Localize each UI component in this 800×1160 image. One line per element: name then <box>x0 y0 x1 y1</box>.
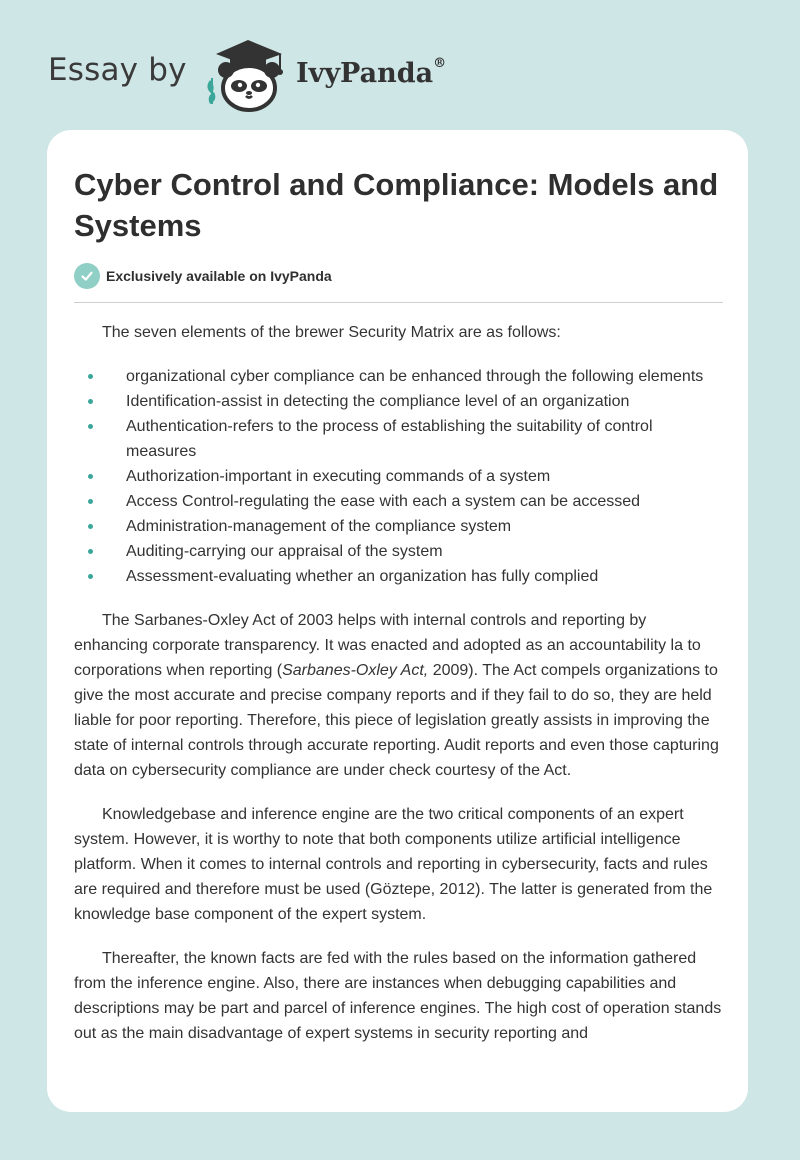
list-item: Authentication-refers to the process of establishing the suitability of control measures <box>74 414 724 464</box>
badge-label: Exclusively available on IvyPanda <box>106 268 332 284</box>
bullet-icon <box>88 474 93 479</box>
list-item: Assessment-evaluating whether an organization has fully complied <box>74 564 724 589</box>
bullet-icon <box>88 524 93 529</box>
divider <box>74 302 723 303</box>
exclusive-badge <box>74 263 332 289</box>
article-body <box>74 320 724 1065</box>
brand-prefix: Essay by <box>48 52 187 88</box>
list-item: Administration-management of the compliance system <box>74 514 724 539</box>
list-item: Identification-assist in detecting the compliance level of an organization <box>74 389 724 414</box>
page-title: Cyber Control and Compliance: Models and Systems <box>74 167 719 243</box>
citation: Sarbanes-Oxley Act, <box>282 662 429 679</box>
paragraph-expert-system: Knowledgebase and inference engine are the two critical components of an expert system. However, it is worthy to note that both components utilize artificial intelligence platform. When it comes to internal controls and reporting in cybersecurity, facts and rules are required and therefore must be used (Göztepe, 2012). The latter is generated from the knowledge base component of the expert system. <box>74 806 713 923</box>
list-item: organizational cyber compliance can be enhanced through the following elements <box>74 364 724 389</box>
list-item: Access Control-regulating the ease with each a system can be accessed <box>74 489 724 514</box>
list-item: Authorization-important in executing commands of a system <box>74 464 724 489</box>
bullet-icon <box>88 399 93 404</box>
bullet-icon <box>88 424 93 429</box>
paragraph-inference: Thereafter, the known facts are fed with the rules based on the information gathered from the inference engine. Also, there are instances when debugging capabilities and descriptions may be part and parcel of inference engines. The high cost of operation stands out as the main disadvantage of expert systems in security reporting and <box>74 950 722 1042</box>
check-circle-icon <box>74 263 100 289</box>
brand-header[interactable] <box>48 30 508 110</box>
bullet-icon <box>88 374 93 379</box>
paragraph-sox: The Sarbanes-Oxley Act of 2003 helps with internal controls and reporting by enhancing corporate transparency. It was enacted and adopted as an accountability la to corporations when reporting (Sarbanes-Oxley Act, 2009). The Act compels organizations to give the most accurate and precise company reports and if they fail to do so, they are held liable for poor reporting. Therefore, this piece of legislation greatly assists in improving the state of internal controls through accurate reporting. Audit reports and even those capturing data on cybersecurity compliance are under check courtesy of the Act. <box>74 612 719 779</box>
panda-logo-icon <box>202 34 294 114</box>
intro-paragraph: The seven elements of the brewer Security Matrix are as follows: <box>102 324 561 341</box>
bullet-icon <box>88 549 93 554</box>
list-item: Auditing-carrying our appraisal of the system <box>74 539 724 564</box>
brand-name: IvyPanda® <box>296 56 447 89</box>
elements-list <box>74 364 724 589</box>
article-card <box>47 130 748 1112</box>
bullet-icon <box>88 574 93 579</box>
bullet-icon <box>88 499 93 504</box>
